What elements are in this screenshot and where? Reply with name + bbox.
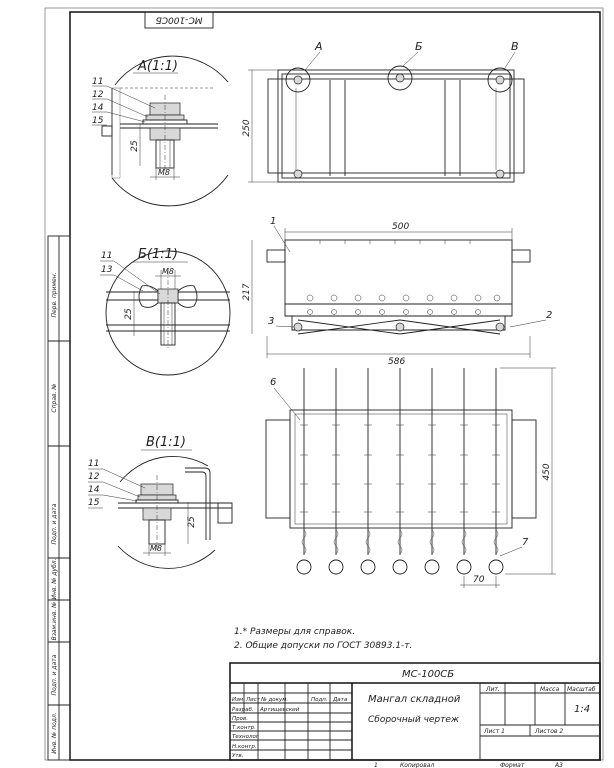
tb-code: МС-100СБ <box>402 669 455 680</box>
note-2: 2. Общие допуски по ГОСТ 30893.1-т. <box>234 641 413 651</box>
tb-col-0: Изм. <box>232 697 245 703</box>
tb-name: Мангал складной <box>368 694 461 705</box>
tb-sheet: Лист 1 <box>484 728 505 735</box>
tb-scale: 1:4 <box>574 704 591 715</box>
tb-col-1: Лист <box>246 697 260 703</box>
tb-role-3: Технолог <box>232 734 259 740</box>
tb-col-3: Подп. <box>311 697 328 703</box>
front-dim-500: 500 <box>392 222 410 232</box>
tb-role-1: Пров. <box>232 716 248 722</box>
tb-role-0: Разраб. <box>232 707 254 713</box>
stamp-label-6: Инв. № подл. <box>51 712 58 754</box>
detail-view-b <box>100 247 230 375</box>
tb-format: А3 <box>555 762 563 768</box>
side-stamp <box>48 236 70 760</box>
b-callout-11: 11 <box>101 251 113 261</box>
tb-bottom-num: 1 <box>374 762 378 768</box>
bottom-dim-450: 450 <box>542 463 552 481</box>
front-callout-2: 2 <box>546 310 553 321</box>
tb-doc-type: Сборочный чертеж <box>368 715 460 725</box>
view-a-title: А(1:1) <box>138 59 178 74</box>
tb-role-5: Утв. <box>232 753 244 759</box>
tb-role-2: Т.контр. <box>232 725 256 731</box>
bottom-callout-7: 7 <box>522 537 529 548</box>
top-code-box <box>145 12 213 28</box>
tb-role-4: Н.контр. <box>232 744 257 750</box>
bottom-dim-70: 70 <box>473 575 485 585</box>
skewers <box>297 368 503 574</box>
marker-v: В <box>511 40 519 53</box>
stamp-label-4: Взам.инв. № <box>51 601 58 641</box>
tb-format-label: Формат <box>500 762 525 768</box>
a-dim-25: 25 <box>130 140 140 152</box>
tb-lit-label: Лит. <box>486 686 500 693</box>
stamp-label-2: Подп. и дата <box>51 503 58 545</box>
bottom-view <box>266 368 556 588</box>
front-view <box>242 216 552 367</box>
v-callout-15: 15 <box>88 498 100 508</box>
tb-copied-label: Копировал <box>400 762 435 768</box>
view-b-title: Б(1:1) <box>138 247 178 262</box>
tb-col-2: № докум. <box>261 697 289 703</box>
stamp-label-1: Справ. № <box>51 383 58 413</box>
b-dim-25: 25 <box>124 308 134 320</box>
marker-a: А <box>315 40 323 53</box>
v-dim-25: 25 <box>187 516 197 528</box>
detail-view-v <box>88 435 232 568</box>
v-callout-12: 12 <box>88 472 100 482</box>
v-dim-m8: М8 <box>150 544 162 553</box>
a-callout-12: 12 <box>92 90 104 100</box>
view-v-title: В(1:1) <box>146 435 186 450</box>
bottom-callout-6: 6 <box>270 377 277 388</box>
b-callout-13: 13 <box>101 265 113 275</box>
note-1: 1.* Размеры для справок. <box>234 627 356 637</box>
a-callout-14: 14 <box>92 103 104 113</box>
a-dim-m8: М8 <box>158 168 170 177</box>
top-dim-250: 250 <box>242 119 252 137</box>
marker-b: Б <box>415 40 423 53</box>
front-dim-586: 586 <box>388 357 406 367</box>
tb-mass-label: Масса <box>540 686 560 693</box>
a-callout-11: 11 <box>92 77 104 87</box>
tb-developer: Артищевский <box>260 707 300 713</box>
tb-col-4: Дата <box>333 697 348 703</box>
a-callout-15: 15 <box>92 116 104 126</box>
front-callout-3: 3 <box>268 316 275 327</box>
top-code-text: МС-100СБ <box>155 14 203 25</box>
front-callout-1: 1 <box>270 216 277 227</box>
v-callout-14: 14 <box>88 485 100 495</box>
front-dim-217: 217 <box>242 283 252 301</box>
stamp-label-3: Инв. № дубл. <box>51 558 58 600</box>
top-view <box>242 40 524 182</box>
tb-sheets: Листов 2 <box>535 728 564 735</box>
tb-scale-label: Масштаб <box>567 686 596 693</box>
b-dim-m8: М8 <box>162 267 174 276</box>
v-callout-11: 11 <box>88 459 100 469</box>
stamp-label-0: Перв. примен. <box>51 272 58 318</box>
stamp-label-5: Подп. и дата <box>51 654 58 696</box>
detail-view-a <box>92 56 228 206</box>
title-block <box>230 663 600 768</box>
